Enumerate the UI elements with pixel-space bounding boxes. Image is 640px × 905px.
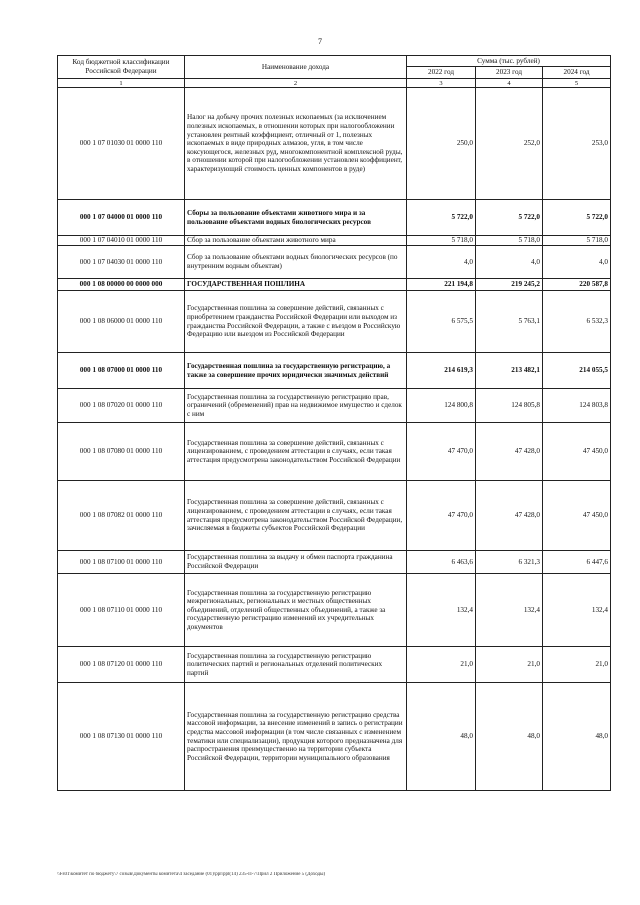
code-cell: 000 1 08 00000 00 0000 000 [58,279,185,291]
value-2022-cell: 250,0 [407,88,476,200]
table-row [58,683,611,791]
value-2022-cell: 21,0 [407,647,476,683]
value-2023-cell: 219 245,2 [476,279,543,291]
value-2024-cell: 5 722,0 [543,200,611,236]
table-row [58,423,611,481]
value-2022-cell: 4,0 [407,246,476,279]
code-cell: 000 1 08 07100 01 0000 110 [58,551,185,574]
table-row [58,551,611,574]
revenue-table [57,55,611,791]
header-amount: Сумма (тыс. рублей) [407,56,611,67]
code-cell: 000 1 08 07000 01 0000 110 [58,353,185,389]
name-cell: Сбор за пользование объектами водных биологических ресурсов (по внутренним водным объектам) [185,246,407,279]
value-2023-cell: 5 763,1 [476,291,543,353]
name-cell: Государственная пошлина за государственную регистрацию, а также за совершение прочих юридически значимых действий [185,353,407,389]
name-cell: Государственная пошлина за государственную регистрацию политических партий и региональных отделений политических партий [185,647,407,683]
code-cell: 000 1 07 04010 01 0000 110 [58,236,185,246]
value-2024-cell: 214 055,5 [543,353,611,389]
header-code: Код бюджетной классификации Российской Федерации [58,56,185,79]
footer-file-path: \\Fs01\комитет по бюджету\7 созыв\Документы комитета\4 заседание (01)\ppl\ppl(14) 235-П-7\Прил 2 Приложение 5 (Доходы) [57,872,326,877]
value-2023-cell: 6 321,3 [476,551,543,574]
name-cell: Государственная пошлина за совершение действий, связанных с лицензированием, с проведением аттестации в случаях, если такая аттестация предусмотрена законодательством Российской Федерации [185,423,407,481]
column-number-4: 4 [476,79,543,88]
table-row [58,574,611,647]
table-row [58,389,611,423]
value-2024-cell: 21,0 [543,647,611,683]
table-row [58,291,611,353]
table-row [58,88,611,200]
value-2022-cell: 47 470,0 [407,423,476,481]
value-2022-cell: 132,4 [407,574,476,647]
name-cell: Государственная пошлина за государственную регистрацию прав, ограничений (обременений) прав на недвижимое имущество и сделок с ним [185,389,407,423]
table-row [58,481,611,551]
code-cell: 000 1 08 06000 01 0000 110 [58,291,185,353]
value-2022-cell: 5 722,0 [407,200,476,236]
name-cell: Государственная пошлина за совершение действий, связанных с приобретением гражданства Российской Федерации или выходом из гражданства Российской Федерации, а также с въездом в Российскую Федерацию или выездом из Российской Федерации [185,291,407,353]
name-cell: Государственная пошлина за государственную регистрацию межрегиональных, региональных и местных общественных объединений, отделений общественных объединений, а также за государственную регистрацию изменений их учредительных документов [185,574,407,647]
value-2023-cell: 21,0 [476,647,543,683]
code-cell: 000 1 08 07080 01 0000 110 [58,423,185,481]
value-2023-cell: 132,4 [476,574,543,647]
value-2022-cell: 6 575,5 [407,291,476,353]
value-2022-cell: 47 470,0 [407,481,476,551]
value-2024-cell: 47 450,0 [543,481,611,551]
code-cell: 000 1 08 07082 01 0000 110 [58,481,185,551]
name-cell: Государственная пошлина за государственную регистрацию средства массовой информации, за внесение изменений в запись о регистрации средства массовой информации (в том числе связанных с изменением тематики или специализации), продукция которого предназначена для распространения преимущественно на территории субъекта Российской Федерации, территории муниципального образования [185,683,407,791]
table-body [58,88,611,791]
value-2024-cell: 132,4 [543,574,611,647]
value-2024-cell: 5 718,0 [543,236,611,246]
header-year-2024: 2024 год [543,67,611,79]
code-cell: 000 1 08 07120 01 0000 110 [58,647,185,683]
header-name: Наименование дохода [185,56,407,79]
value-2023-cell: 124 805,8 [476,389,543,423]
code-cell: 000 1 07 04000 01 0000 110 [58,200,185,236]
value-2023-cell: 213 482,1 [476,353,543,389]
value-2024-cell: 47 450,0 [543,423,611,481]
value-2023-cell: 47 428,0 [476,481,543,551]
table-row [58,279,611,291]
value-2023-cell: 5 718,0 [476,236,543,246]
value-2023-cell: 5 722,0 [476,200,543,236]
page-number: 7 [318,37,322,46]
value-2023-cell: 47 428,0 [476,423,543,481]
name-cell: ГОСУДАРСТВЕННАЯ ПОШЛИНА [185,279,407,291]
value-2024-cell: 6 447,6 [543,551,611,574]
code-cell: 000 1 08 07020 01 0000 110 [58,389,185,423]
value-2023-cell: 4,0 [476,246,543,279]
table-row [58,353,611,389]
table-row [58,647,611,683]
value-2024-cell: 253,0 [543,88,611,200]
value-2022-cell: 6 463,6 [407,551,476,574]
table-row [58,246,611,279]
value-2024-cell: 6 532,3 [543,291,611,353]
column-number-1: 1 [58,79,185,88]
value-2022-cell: 214 619,3 [407,353,476,389]
code-cell: 000 1 08 07130 01 0000 110 [58,683,185,791]
value-2022-cell: 48,0 [407,683,476,791]
value-2024-cell: 220 587,8 [543,279,611,291]
value-2022-cell: 124 800,8 [407,389,476,423]
value-2024-cell: 4,0 [543,246,611,279]
header-year-2022: 2022 год [407,67,476,79]
name-cell: Государственная пошлина за совершение действий, связанных с лицензированием, с проведением аттестации в случаях, если такая аттестация предусмотрена законодательством Российской Федерации, зачисляемая в бюджеты субъектов Российской Федерации [185,481,407,551]
code-cell: 000 1 08 07110 01 0000 110 [58,574,185,647]
name-cell: Сбор за пользование объектами животного мира [185,236,407,246]
name-cell: Налог на добычу прочих полезных ископаемых (за исключением полезных ископаемых, в отношении которых при налогообложении установлен рентный коэффициент, отличный от 1, полезных ископаемых в виде природных алмазов, угля, в том числе коксующегося, железных руд, многокомпонентной комплексной руды, в отношении которой при налогообложении установлен коэффициент, характеризующий стоимость ценных компонентов в руде) [185,88,407,200]
value-2024-cell: 124 803,8 [543,389,611,423]
name-cell: Государственная пошлина за выдачу и обмен паспорта гражданина Российской Федерации [185,551,407,574]
table-row [58,200,611,236]
code-cell: 000 1 07 04030 01 0000 110 [58,246,185,279]
column-number-3: 3 [407,79,476,88]
value-2023-cell: 252,0 [476,88,543,200]
value-2023-cell: 48,0 [476,683,543,791]
column-number-5: 5 [543,79,611,88]
value-2022-cell: 5 718,0 [407,236,476,246]
name-cell: Сборы за пользование объектами животного мира и за пользование объектами водных биологических ресурсов [185,200,407,236]
value-2022-cell: 221 194,8 [407,279,476,291]
column-number-2: 2 [185,79,407,88]
code-cell: 000 1 07 01030 01 0000 110 [58,88,185,200]
value-2024-cell: 48,0 [543,683,611,791]
header-year-2023: 2023 год [476,67,543,79]
table-row [58,236,611,246]
